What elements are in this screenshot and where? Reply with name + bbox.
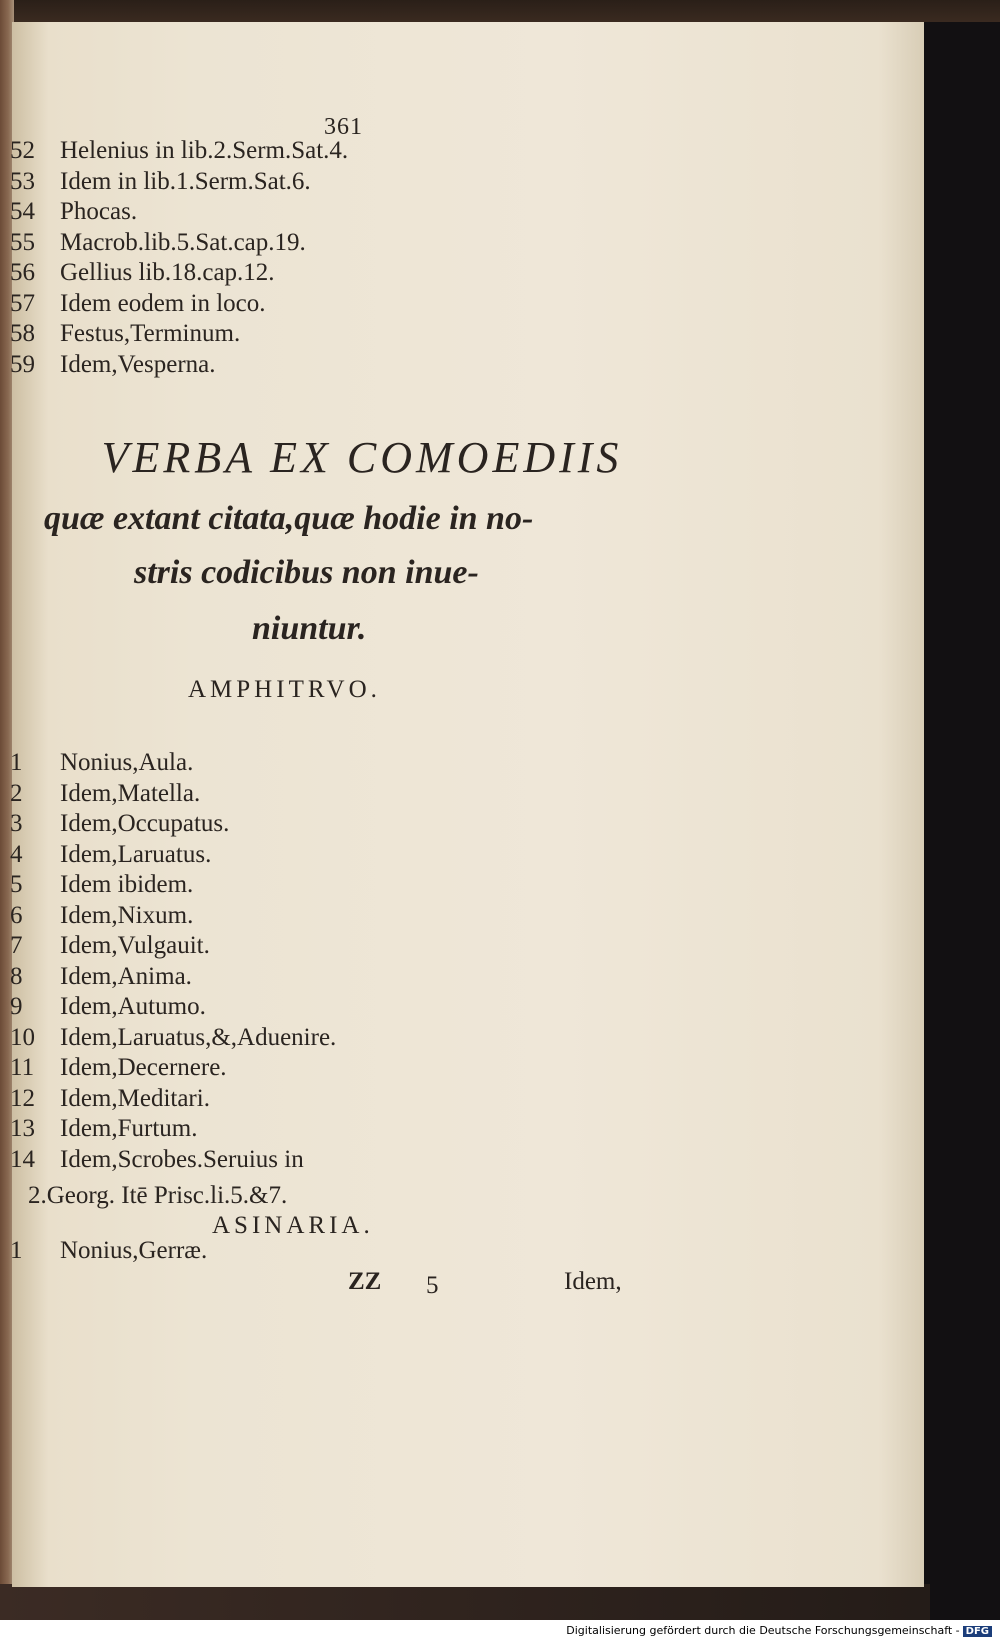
reference-number: 6	[10, 901, 23, 929]
reference-text: Idem,Laruatus.	[60, 840, 212, 868]
scan-right-edge	[922, 22, 1000, 1620]
signature-number: 5	[426, 1272, 439, 1299]
reference-text: Idem,Vulgauit.	[60, 932, 210, 959]
reference-number: 2	[10, 779, 23, 807]
reference-number: 56	[10, 259, 35, 286]
reference-number: 54	[10, 198, 35, 225]
signature-mark: ZZ	[348, 1268, 382, 1295]
reference-text: Idem,Anima.	[60, 962, 192, 990]
reference-text: Idem in lib.1.Serm.Sat.6.	[60, 167, 311, 195]
reference-text: Idem,Vesperna.	[60, 350, 216, 378]
reference-number: 1	[10, 749, 23, 776]
section-asinaria: ASINARIA.	[212, 1212, 374, 1239]
reference-text: Idem,Furtum.	[60, 1115, 198, 1142]
reference-number: 8	[10, 962, 23, 990]
reference-text: Macrob.lib.5.Sat.cap.19.	[60, 228, 306, 256]
reference-number: 4	[10, 840, 23, 868]
reference-text: Idem,Matella.	[60, 779, 201, 807]
reference-text: Helenius in lib.2.Serm.Sat.4.	[60, 137, 349, 164]
reference-number: 57	[10, 289, 35, 317]
reference-number: 53	[10, 167, 35, 195]
reference-text: Idem,Decernere.	[60, 1054, 227, 1081]
reference-14-continuation: 2.Georg. Itē Prisc.li.5.&7.	[28, 1182, 288, 1209]
reference-text: Idem,Occupatus.	[60, 810, 230, 837]
subheading-line-3: niuntur.	[252, 610, 367, 647]
footer-credit	[566, 1624, 992, 1637]
catchword: Idem,	[564, 1268, 622, 1295]
book-page	[12, 22, 924, 1587]
reference-text: Phocas.	[60, 198, 138, 225]
reference-number: 10	[10, 1023, 35, 1051]
reference-text: Idem,Scrobes.Seruius in	[60, 1145, 304, 1173]
page-number: 361	[324, 114, 363, 140]
reference-number: 13	[10, 1115, 35, 1142]
binding-top	[0, 0, 1000, 22]
reference-number: 11	[10, 1054, 35, 1081]
reference-text: Festus,Terminum.	[60, 320, 241, 347]
footer-text: Digitalisierung gefördert durch die Deutsche Forschungsgemeinschaft -	[566, 1624, 960, 1637]
reference-number: 7	[10, 932, 23, 959]
reference-text: Nonius,Aula.	[60, 749, 194, 776]
section-amphitruo: AMPHITRVO.	[188, 676, 381, 703]
heading: VERBA EX COMOEDIIS	[101, 433, 623, 482]
reference-number: 59	[10, 350, 35, 378]
reference-text: Idem,Meditari.	[60, 1084, 210, 1112]
reference-number: 1	[10, 1237, 23, 1264]
reference-text: Idem eodem in loco.	[60, 289, 266, 317]
reference-text: Nonius,Gerræ.	[60, 1237, 208, 1264]
reference-text: Idem ibidem.	[60, 871, 194, 898]
reference-number: 14	[10, 1145, 35, 1173]
subheading-line-1: quæ extant citata,quæ hodie in no-	[44, 500, 534, 537]
binding-bottom	[0, 1584, 930, 1620]
reference-number: 55	[10, 228, 35, 256]
reference-text: Idem,Laruatus,&,Aduenire.	[60, 1023, 337, 1051]
subheading-line-2: stris codicibus non inue-	[134, 554, 479, 591]
reference-number: 5	[10, 871, 23, 898]
reference-text: Idem,Nixum.	[60, 901, 194, 929]
dfg-logo: DFG	[963, 1626, 992, 1637]
reference-number: 52	[10, 137, 35, 164]
reference-number: 9	[10, 993, 23, 1020]
reference-text: Gellius lib.18.cap.12.	[60, 259, 275, 286]
reference-text: Idem,Autumo.	[60, 993, 206, 1020]
reference-number: 3	[10, 810, 23, 837]
reference-number: 58	[10, 320, 35, 347]
reference-number: 12	[10, 1084, 35, 1112]
